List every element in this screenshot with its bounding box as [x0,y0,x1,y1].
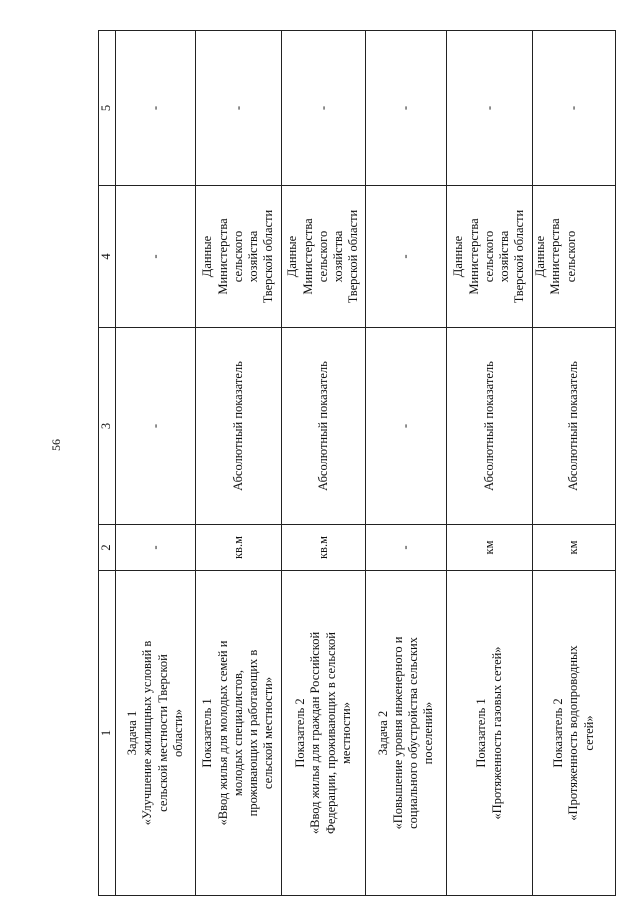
cell-col-1 [282,571,366,896]
cell-text-line: сельского [230,230,245,283]
cell-text-line: кв.м [230,536,245,560]
cell-text-line: хозяйства [497,230,512,283]
cell-col-3 [533,328,616,525]
cell-text-line: Показатель 2 [551,698,566,768]
cell-text-line: области» [170,708,185,758]
table-row-pokazatel-1-a [196,31,282,896]
cell-text-line: сельского [315,230,330,283]
cell-col-2 [282,525,366,571]
table-header-row [99,31,116,896]
cell-text-line: км [481,540,496,555]
cell-col-4 [533,186,616,328]
cell-text-line: «Протяженность газовых сетей» [489,646,504,820]
cell-text-line: - [147,545,162,550]
cell-text-line: - [147,423,162,429]
cell-col-4 [116,186,196,328]
cell-text-line: Данные [451,235,466,278]
cell-text-line: - [566,105,581,111]
cell-text-line: - [315,105,330,111]
indicator-table-rotated [98,31,614,896]
cell-text-line: Министерства [466,218,481,295]
cell-text-line: кв.м [315,536,330,560]
cell-col-2 [447,525,533,571]
cell-col-1 [196,571,282,896]
cell-col-2 [366,525,447,571]
cell-text-line: молодых специалистов, [230,669,245,797]
cell-text-line: - [147,105,162,111]
cell-text-line: Федерации, проживающих в сельской [323,632,338,834]
cell-text-line: Тверской области [346,209,361,304]
cell-text-line: сельской местности» [261,676,276,790]
cell-col-1 [447,571,533,896]
cell-text-line: сельского [563,230,578,283]
cell-col-1 [116,571,196,896]
cell-text-line: хозяйства [331,230,346,283]
cell-col-4 [196,186,282,328]
cell-text-line: Абсолютный показатель [230,361,245,491]
cell-text-line: «Протяженность водопроводных [566,645,581,821]
cell-col-2 [116,525,196,571]
column-header: 2 [99,525,116,571]
cell-text-line: - [398,545,413,550]
cell-text-line: поселений» [421,701,436,765]
cell-text-line: - [147,254,162,259]
cell-col-5 [366,31,447,186]
cell-text-line: Данные [200,235,215,278]
cell-text-line: хозяйства [246,230,261,283]
cell-text-line: «Улучшение жилищных условий в [140,640,155,826]
table-row-pokazatel-1-b [447,31,533,896]
cell-text-line: - [481,105,496,111]
cell-text-line: - [398,423,413,429]
cell-text-line: Абсолютный показатель [481,361,496,491]
cell-text-line: Министерства [215,218,230,295]
table-row-zadacha-2 [366,31,447,896]
cell-col-3 [447,328,533,525]
cell-text-line: Абсолютный показатель [315,361,330,491]
cell-col-4 [282,186,366,328]
cell-text-line: «Ввод жилья для молодых семей и [215,640,230,826]
cell-text-line: - [398,105,413,111]
cell-text-line: Показатель 1 [200,698,215,768]
table-row-pokazatel-2-b [533,31,616,896]
cell-text-line: сельского [481,230,496,283]
page-number: 56 [48,439,63,451]
table-row-zadacha-1 [116,31,196,896]
column-header: 5 [99,31,116,186]
cell-text-line: Тверской области [512,209,527,304]
cell-text-line: км [566,540,581,555]
cell-text-line: Данные [533,235,547,278]
cell-text-line: - [398,254,413,259]
column-header: 1 [99,571,116,896]
cell-col-3 [366,328,447,525]
cell-text-line: Министерства [548,218,563,295]
cell-col-5 [533,31,616,186]
cell-text-line: Тверской области [261,209,276,304]
cell-text-line: - [230,105,245,111]
table-row-pokazatel-2-a [282,31,366,896]
cell-col-3 [282,328,366,525]
cell-col-4 [447,186,533,328]
cell-text-line: Абсолютный показатель [566,361,581,491]
cell-col-3 [196,328,282,525]
indicator-table [98,30,616,896]
cell-text-line: Задача 2 [375,710,390,756]
cell-col-2 [196,525,282,571]
cell-col-3 [116,328,196,525]
cell-col-5 [196,31,282,186]
cell-text-line: проживающих и работающих в [246,649,261,817]
cell-text-line: сельской местности Тверской [155,654,170,812]
column-header: 3 [99,328,116,525]
cell-text-line: «Повышение уровня инженерного и [390,636,405,830]
cell-text-line: Данные [285,235,300,278]
cell-col-2 [533,525,616,571]
cell-text-line: социального обустройства сельских [406,637,420,829]
cell-text-line: сетей» [581,715,596,751]
cell-col-5 [282,31,366,186]
cell-text-line: местности» [338,702,353,764]
cell-text-line: Министерства [300,218,315,295]
column-header: 4 [99,186,116,328]
cell-text-line: Задача 1 [125,710,139,756]
cell-text-line: «Ввод жилья для граждан Российской [308,631,323,835]
cell-col-5 [116,31,196,186]
cell-text-line: Показатель 2 [293,698,307,768]
cell-col-5 [447,31,533,186]
cell-col-1 [533,571,616,896]
cell-col-4 [366,186,447,328]
cell-text-line: Показатель 1 [474,698,489,768]
cell-col-1 [366,571,447,896]
